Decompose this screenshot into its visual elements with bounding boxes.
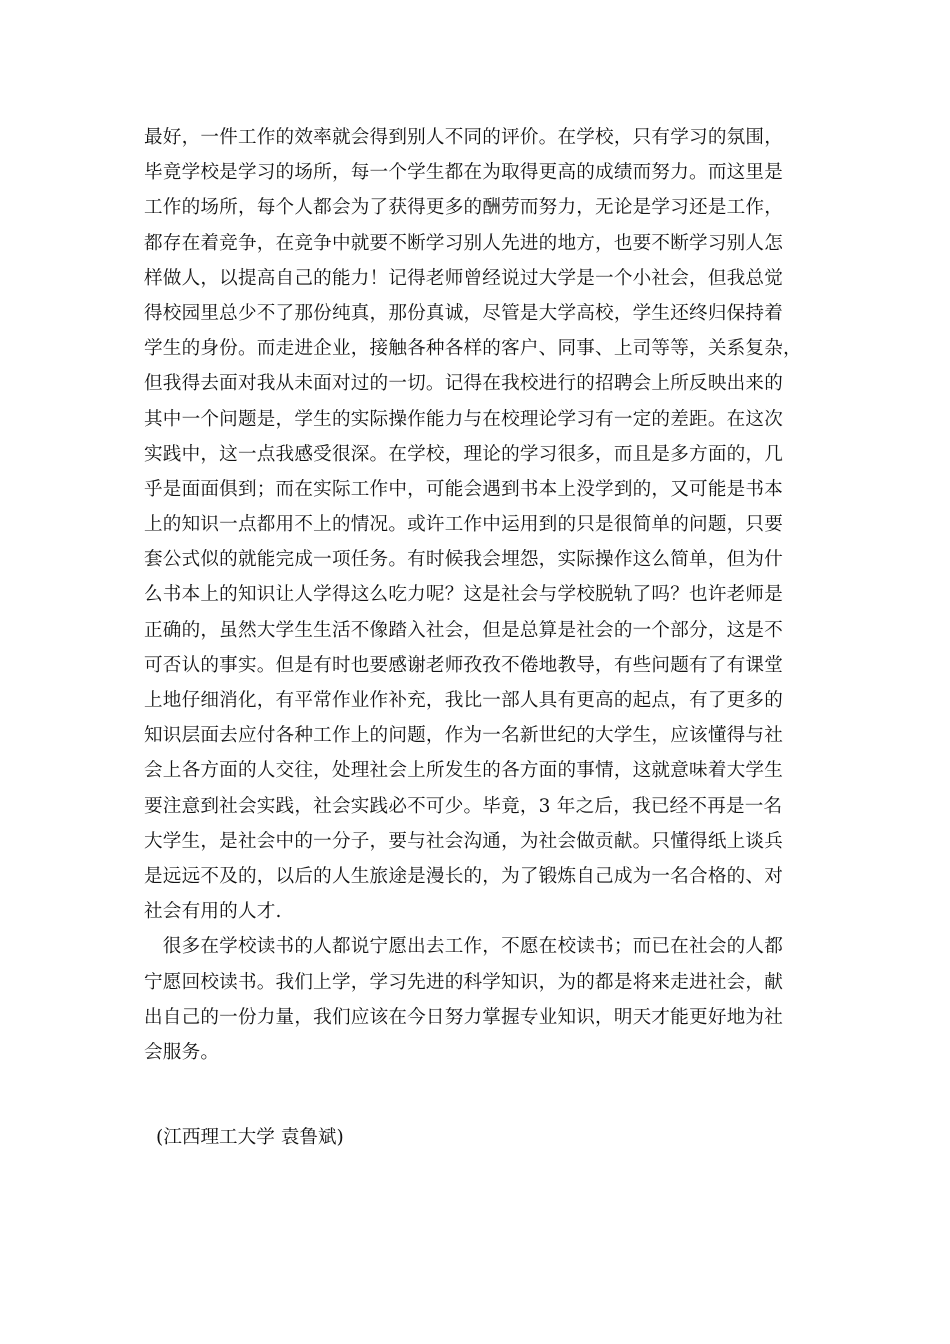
text-line: 是远远不及的，以后的人生旅途是漫长的，为了锻炼自己成为一名合格的、对 (144, 865, 783, 887)
text-line: 其中一个问题是，学生的实际操作能力与在校理论学习有一定的差距。在这次 (144, 408, 783, 430)
text-line: 宁愿回校读书。我们上学，学习先进的科学知识，为的都是将来走进社会，献 (144, 971, 783, 993)
text-line: 乎是面面俱到；而在实际工作中，可能会遇到书本上没学到的，又可能是书本 (144, 478, 783, 500)
text-line: 么书本上的知识让人学得这么吃力呢？这是社会与学校脱轨了吗？也许老师是 (144, 584, 783, 606)
text-line: 毕竟学校是学习的场所，每一个学生都在为取得更高的成绩而努力。而这里是 (144, 162, 783, 184)
text-line: 要注意到社会实践，社会实践必不可少。毕竟，3 年之后，我已经不再是一名 (144, 795, 783, 817)
body-text (144, 120, 804, 1070)
text-line: 可否认的事实。但是有时也要感谢老师孜孜不倦地教导，有些问题有了有课堂 (144, 654, 783, 676)
text-line: 会服务。 (144, 1041, 220, 1063)
text-line: 都存在着竞争，在竞争中就要不断学习别人先进的地方，也要不断学习别人怎 (144, 232, 783, 254)
text-line: 很多在学校读书的人都说宁愿出去工作，不愿在校读书；而已在社会的人都 (144, 936, 783, 958)
text-line: 知识层面去应付各种工作上的问题，作为一名新世纪的大学生，应该懂得与社 (144, 725, 783, 747)
text-line: 样做人，以提高自己的能力！记得老师曾经说过大学是一个小社会，但我总觉 (144, 267, 783, 289)
text-line: 大学生，是社会中的一分子，要与社会沟通，为社会做贡献。只懂得纸上谈兵 (144, 830, 783, 852)
text-line: 上的知识一点都用不上的情况。或许工作中运用到的只是很简单的问题，只要 (144, 514, 783, 536)
text-line: 实践中，这一点我感受很深。在学校，理论的学习很多，而且是多方面的，几 (144, 443, 783, 465)
text-line: 得校园里总少不了那份纯真，那份真诚，尽管是大学高校，学生还终归保持着 (144, 302, 783, 324)
text-line: 工作的场所，每个人都会为了获得更多的酬劳而努力，无论是学习还是工作， (144, 197, 783, 219)
text-line: 学生的身份。而走进企业，接触各种各样的客户、同事、上司等等，关系复杂， (144, 338, 802, 360)
text-line: 上地仔细消化，有平常作业作补充，我比一部人具有更高的起点，有了更多的 (144, 690, 783, 711)
text-line: 会上各方面的人交往，处理社会上所发生的各方面的事情，这就意味着大学生 (144, 760, 783, 782)
text-line: 正确的，虽然大学生生活不像踏入社会，但是总算是社会的一个部分，这是不 (144, 619, 783, 641)
text-line: 社会有用的人才. (144, 901, 282, 923)
text-line: 出自己的一份力量，我们应该在今日努力掌握专业知识，明天才能更好地为社 (144, 1006, 783, 1028)
text-line: 但我得去面对我从未面对过的一切。记得在我校进行的招聘会上所反映出来的 (144, 373, 783, 395)
author-signature: (江西理工大学 袁鲁斌) (156, 1127, 344, 1148)
text-line: 最好，一件工作的效率就会得到别人不同的评价。在学校，只有学习的氛围， (144, 127, 783, 148)
text-line: 套公式似的就能完成一项任务。有时候我会埋怨，实际操作这么简单，但为什 (144, 549, 783, 571)
